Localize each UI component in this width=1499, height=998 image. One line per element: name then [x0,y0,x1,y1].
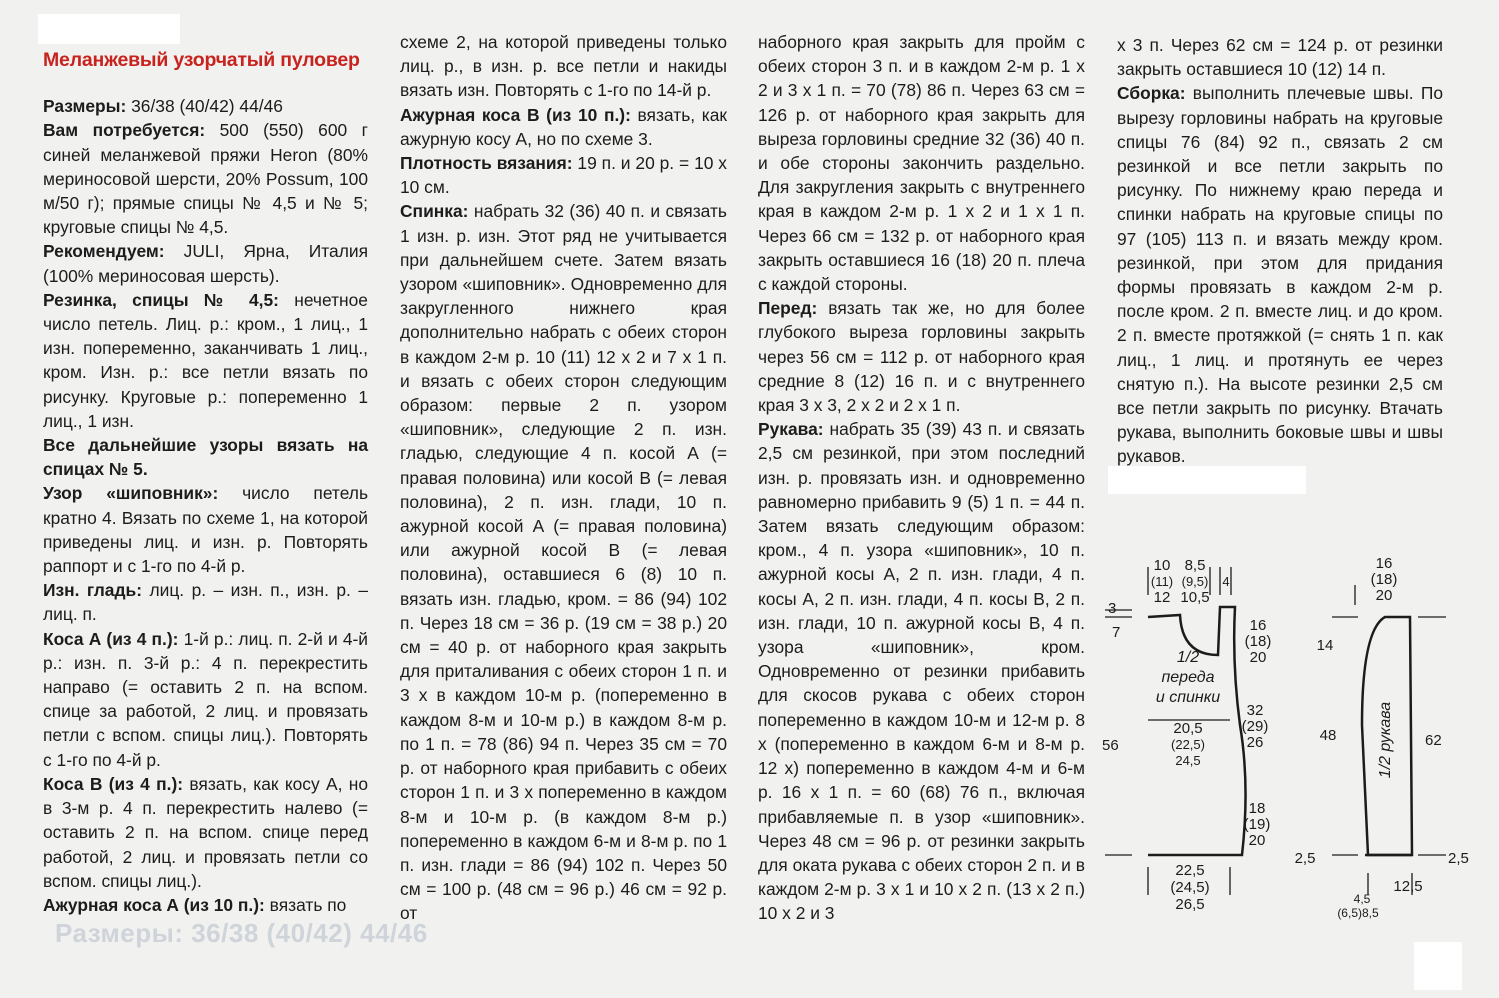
col2-paragraph-1 [400,103,727,151]
dim-left-top-1: 3 [1108,600,1117,617]
dim-cap-height: 14 [1316,637,1334,654]
col2-paragraph-2 [400,151,727,199]
dim-width-a: 20,5 [1173,720,1203,737]
col3-paragraph-2-text: набрать 35 (39) 43 п. и связать 2,5 см резинкой, при этом последний изн. р. провязать изн. и одновременно равномерно прибавить 9 (5) 1 п. = 44 п. Затем вязать следующим образом: кром., 4 п. узора «шиповник», 10 п. ажурной косы А, 2 п. изн. глади, 4 п. косы А, 2 п. изн. глади, 4 п. косы В, 2 п. изн. глади, 10 п. ажурной косы В, 4 п. узора «шиповник», кром. Одновременно от резинки прибавить для скосов рукава с обеих сторон попеременно в каждом 10-м и 12-м р. 8 x (попеременно в каждом 6-м и 8-м р. 12 x) попеременно в каждом 4-м и 6-м р. 16 x 1 п. = 60 (68) 76 п., включая прибавляемые п. в узор «шиповник». Через 48 см = 96 р. от резинки закрыть для оката рукава с обеих сторон 2 п. и в каждом 2-м р. 3 x 1 и 10 x 2 п. (13 x 2 п.) 10 x 2 и 3 [758,419,1085,924]
dim-lower-a: 18 [1248,800,1266,817]
dim-top-2c: 10,5 [1180,589,1210,606]
col1-paragraph-9-text: вязать по [264,894,347,915]
col2-body [400,30,727,926]
dim-sleeve-bottom-a: 4,5 [1353,892,1371,906]
patch-bottom-right [1414,942,1462,990]
col2-paragraph-2-label: Плотность вязания: [400,153,573,174]
col3-paragraph-0-text: наборного края закрыть для пройм с обеих сторон 3 п. и в каждом 2-м р. 1 x 2 и 3 x 1 п. = 70 (78) 86 п. Через 63 см = 126 р. от наборного края закрыть для выреза горловины средние 32 (36) 40 п. и обе стороны закончить раздельно. Для закругления закрыть с внутреннего края в каждом 2-м р. 1 x 2 и 1 x 1 п. Через 66 см = 132 р. от наборного края закрыть оставшиеся 16 (18) 20 п. плеча с каждой стороны. [758,32,1085,295]
dim-top-1b: (11) [1150,574,1174,589]
col1-paragraph-8-text: вязать, как косу А, но в 3-м р. 4 п. перекрестить налево (= оставить 2 п. на вспом. спице перед работой, 2 лиц. и провязать петли со вспом. спицы лиц.). [43,773,368,891]
col1-paragraph-9 [43,893,368,917]
col1-paragraph-3 [43,288,368,433]
dim-bottom-b: (24,5) [1170,879,1210,896]
col1-paragraph-4-label: Все дальнейшие узоры вязать на спицах № 5. [43,435,368,480]
dim-width-b: (22,5) [1171,737,1205,752]
dim-sleeve-height: 48 [1319,727,1337,744]
col2-paragraph-0 [400,30,727,103]
dim-shoulder-b: (18) [1244,633,1272,650]
col1-paragraph-2 [43,239,368,287]
col1-body [43,94,368,917]
dim-rib-body: 2,5 [1294,850,1316,867]
dim-top-1c: 12 [1153,589,1171,606]
col3-paragraph-0 [758,30,1085,296]
col3-body [758,30,1085,926]
column-2 [400,30,727,926]
col4-paragraph-0-text: x 3 п. Через 62 см = 124 р. от резинки закрыть оставшиеся 10 (12) 14 п. [1117,35,1443,80]
column-1 [43,30,368,917]
col4-body [1117,33,1443,469]
col1-paragraph-9-label: Ажурная коса А (из 10 п.): [43,894,265,915]
label-body-1: 1/2 [1176,649,1200,666]
pattern-schematic [1100,555,1480,935]
dim-sleeve-bottom-b: (6,5)8,5 [1337,906,1379,920]
col1-paragraph-1-text: 500 (550) 600 г синей меланжевой пряжи Heron (80% мериносовой шерсти, 20% Possum, 100 м/50 г); прямые спицы № 4,5 и № 5; круговые спицы № 4,5. [43,120,368,238]
col1-paragraph-8 [43,772,368,893]
dim-left-height: 56 [1102,737,1119,754]
col4-paragraph-1-label: Сборка: [1117,83,1186,104]
col4-paragraph-0 [1117,33,1443,81]
body-label [1156,649,1220,706]
col2-paragraph-2-text: 19 п. и 20 р. = 10 x 10 см. [400,153,727,198]
column-3 [758,30,1085,926]
label-sleeve: 1/2 рукава [1377,701,1394,779]
col2-paragraph-3-label: Спинка: [400,201,469,222]
dim-shoulder-c: 20 [1249,649,1267,666]
dim-cap-c: 20 [1375,587,1393,604]
col1-paragraph-2-label: Рекомендуем: [43,241,165,262]
dim-cap-a: 16 [1375,555,1393,572]
dim-mid-b: (29) [1241,718,1269,735]
col1-paragraph-3-label: Резинка, спицы № 4,5: [43,289,279,310]
col1-paragraph-6-text: лиц. р. – изн. п., изн. р. – лиц. п. [43,580,368,625]
article-title: Меланжевый узорчатый пуловер [43,49,360,71]
col1-paragraph-8-label: Коса В (из 4 п.): [43,773,184,794]
col2-paragraph-1-text: вязать, как ажурную косу А, но по схеме 3. [400,104,727,149]
column-4 [1117,33,1443,469]
dim-bottom-a: 22,5 [1175,862,1205,879]
col4-paragraph-1-text: выполнить плечевые швы. По вырезу горловины набрать на круговые спицы 76 (84) 92 п., связать 2 см резинкой и все петли закрыть по рисунку. По нижнему краю переда и спинки набрать на круговые спицы по 97 (105) 113 п. и вязать между кром. резинкой, при этом для придания формы провязать в каждом 2-м р. после кром. 2 п. вместе лиц. и до кром. 2 п. вместе протяжкой (= снять 1 п. как лиц., 1 лиц. и протянуть ее через снятую п.). На высоте резинки 2,5 см все петли закрыть по рисунку. Втачать рукава, выполнить боковые швы и швы рукавов. [1117,83,1443,467]
dim-width-c: 24,5 [1175,753,1201,768]
col3-paragraph-2 [758,417,1085,925]
col1-paragraph-7-text: 1-й р.: лиц. п. 2-й и 4-й р.: изн. п. 3-й р.: 4 п. перекрестить направо (= оставить 2 п. на вспом. спице за работой, 2 лиц. и провязать петли с вспом. спицы лиц.). Повторять с 1-го по 4-й р. [43,628,368,770]
dim-bottom-c: 26,5 [1175,896,1205,913]
dim-cuff: 12,5 [1393,878,1423,895]
label-body-3: и спинки [1155,689,1221,706]
dim-left-top-2: 7 [1112,624,1121,641]
dim-mid-c: 26 [1246,734,1264,751]
col1-paragraph-0-label: Размеры: [43,96,127,117]
col3-paragraph-1-label: Перед: [758,298,818,319]
col1-paragraph-5 [43,481,368,578]
dim-cap-b: (18) [1370,571,1398,588]
col1-paragraph-6-label: Изн. гладь: [43,580,142,601]
col1-paragraph-7-label: Коса А (из 4 п.): [43,628,179,649]
col2-paragraph-3-text: набрать 32 (36) 40 п. и связать 1 изн. р. изн. Этот ряд не учитывается при дальнейшем счете. Затем вязать узором «шиповник». Одновременно для закругленного нижнего края дополнительно набрать с обеих сторон в каждом 2-м р. 10 (11) 12 x 2 и 7 x 1 п. и вязать с обеих сторон следующим образом: первые 2 п. узором «шиповник», следующие 2 п. изн. гладью, следующие 4 п. косой А (= правая половина) или косой В (= левая половина), 2 п. изн. глади, 10 п. ажурной косой А (= правая половина) или ажурной косой В (= левая половина), оставшиеся 6 (8) 10 п. вязать изн. гладью, кром. = 86 (94) 102 п. Через 18 см = 36 р. (19 см = 38 р.) 20 см = 40 р. от наборного края закрыть для приталивания с обеих сторон 1 п. и 3 x в каждом 10-м р. (попеременно в каждом 8-м и 10-м р.) в каждом 8-м р. по 1 п. = 78 (86) 94 п. Через 35 см = 70 р. от наборного края прибавить с обеих сторон 1 п. и 3 x попеременно в каждом 8-м и 10-м р. (в каждом 8-м р.) попеременно в каждом 6-м и 8-м р. по 1 п. изн. глади = 86 (94) 102 п. Через 50 см = 100 р. (48 см = 96 р.) 46 см = 92 р. от [400,201,727,924]
col1-paragraph-0-text: 36/38 (40/42) 44/46 [126,96,283,117]
dim-top-2a: 8,5 [1184,557,1206,574]
body-dimensions [1102,557,1315,913]
col2-paragraph-3 [400,199,727,925]
dim-top-1a: 10 [1153,557,1171,574]
dim-shoulder-a: 16 [1249,617,1267,634]
col3-paragraph-2-label: Рукава: [758,419,824,440]
col1-paragraph-0 [43,94,368,118]
col1-paragraph-4 [43,433,368,481]
col1-paragraph-2-text: JULI, Ярна, Италия (100% мериносовая шерсть). [43,241,368,286]
col3-paragraph-1-text: вязать так же, но для более глубокого выреза горловины закрыть через 56 см = 112 р. от наборного края средние 8 (12) 16 п. и с внутреннего края 3 x 3, 2 x 2 и 2 x 1 п. [758,298,1085,416]
dim-top-3: 4 [1222,574,1230,589]
dim-sleeve-total: 62 [1425,732,1442,749]
col1-paragraph-1 [43,118,368,239]
col3-paragraph-1 [758,296,1085,417]
ghost-text: Размеры: 36/38 (40/42) 44/46 [55,918,428,948]
col1-paragraph-5-label: Узор «шиповник»: [43,483,219,504]
col2-paragraph-1-label: Ажурная коса В (из 10 п.): [400,104,631,125]
col1-paragraph-3-text: нечетное число петель. Лиц. р.: кром., 1 лиц., 1 изн. попеременно, заканчивать 1 лиц., кром. Изн. р.: все петли вязать по рисунку. Круговые р.: попеременно 1 лиц., 1 изн. [43,289,368,431]
col1-paragraph-5-text: число петель кратно 4. Вязать по схеме 1, на которой приведены лиц. и изн. р. Повторять раппорт и с 1-го по 4-й р. [43,483,369,577]
label-body-2: переда [1161,669,1215,686]
dim-lower-c: 20 [1248,832,1266,849]
patch-right [1108,466,1306,494]
dim-sleeve-rib: 2,5 [1448,850,1469,867]
col4-paragraph-1 [1117,81,1443,468]
col1-paragraph-1-label: Вам потребуется: [43,120,206,141]
dim-top-2b: (9,5) [1181,574,1209,589]
col1-paragraph-6 [43,578,368,626]
dim-mid-a: 32 [1246,702,1264,719]
col2-paragraph-0-text: схеме 2, на которой приведены только лиц. р., в изн. р. все петли и накиды вязать изн. Повторять с 1-го по 14-й р. [400,32,727,101]
col1-paragraph-7 [43,627,368,772]
dim-lower-b: (19) [1243,816,1271,833]
